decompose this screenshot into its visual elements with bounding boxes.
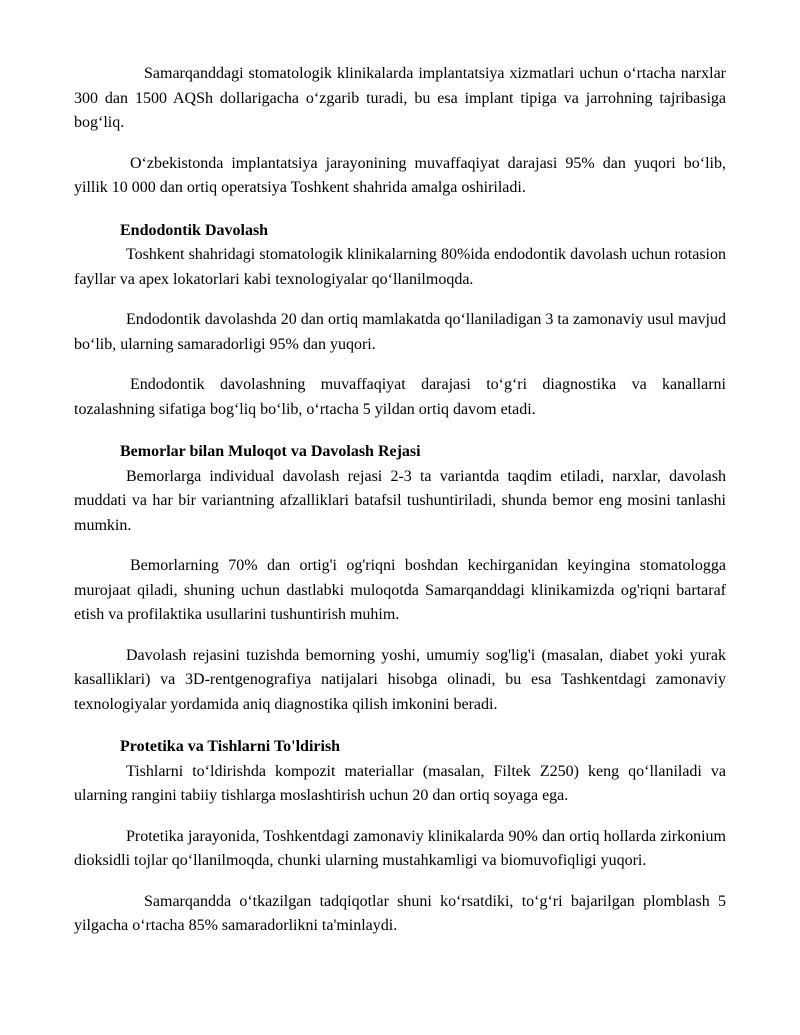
section-endodontik — [74, 243, 726, 422]
intro-paragraph-2: O‘zbekistonda implantatsiya jarayonining muvaffaqiyat darajasi 95% dan yuqori bo‘lib, yillik 10 000 dan ortiq operatsiya Toshkent shahrida amalga oshiriladi. — [74, 154, 726, 196]
section-protetika — [74, 760, 726, 939]
section-heading-endodontik: Endodontik Davolash — [120, 221, 269, 239]
section-heading-muloqot: Bemorlar bilan Muloqot va Davolash Rejasi — [120, 443, 421, 460]
section-muloqot — [74, 465, 726, 718]
paragraph: Bemorlarning 70% dan ortig'i og'riqni boshdan kechirganidan keyingina stomatologga murojaat qiladi, shuning uchun dastlabki muloqotda Samarqanddagi klinikamizda og'riqni bartaraf etish va profilaktika usullarini tushuntirish muhim. — [74, 557, 726, 623]
paragraph: Davolash rejasini tuzishda bemorning yoshi, umumiy sog'lig'i (masalan, diabet yoki yurak kasalliklari) va 3D-rentgenografiya natijalari hisobga olinadi, bu esa Tashkentdagi zamonaviy texnologiyalar yordamida aniq diagnostika qilish imkonini beradi. — [74, 646, 726, 713]
paragraph: Bemorlarga individual davolash rejasi 2-3 ta variantda taqdim etiladi, narxlar, davolash muddati va har bir variantning afzalliklari batafsil tushuntiriladi, shunda bemor eng mosini tanlashi mumkin. — [74, 467, 726, 534]
paragraph: Endodontik davolashda 20 dan ortiq mamlakatda qo‘llaniladigan 3 ta zamonaviy usul mavjud bo‘lib, ularning samaradorligi 95% dan yuqori. — [74, 311, 726, 353]
intro-paragraph-1: Samarqanddagi stomatologik klinikalarda implantatsiya xizmatlari uchun o‘rtacha narxlar 300 dan 1500 AQSh dollarigacha o‘zgarib turadi, bu esa implant tipiga va jarrohning tajribasiga bog‘liq. — [74, 65, 726, 131]
paragraph: Endodontik davolashning muvaffaqiyat darajasi to‘g‘ri diagnostika va kanallarni tozalashning sifatiga bog‘liq bo‘lib, o‘rtacha 5 yildan ortiq davom etadi. — [74, 376, 726, 418]
paragraph: Samarqandda o‘tkazilgan tadqiqotlar shuni ko‘rsatdiki, to‘g‘ri bajarilgan plomblash 5 yilgacha o‘rtacha 85% samaradorlikni ta'minlaydi. — [74, 892, 726, 934]
section-heading-protetika: Protetika va Tishlarni To'ldirish — [120, 738, 341, 755]
paragraph: Tishlarni to‘ldirishda kompozit materiallar (masalan, Filtek Z250) keng qo‘llaniladi va ularning rangini tabiiy tishlarga moslashtirish uchun 20 dan ortiq soyaga ega. — [74, 762, 726, 804]
paragraph: Toshkent shahridagi stomatologik klinikalarning 80%ida endodontik davolash uchun rotasion fayllar va apex lokatorlari kabi texnologiyalar qo‘llanilmoqda. — [74, 246, 726, 288]
document-page — [74, 62, 726, 939]
paragraph: Protetika jarayonida, Toshkentdagi zamonaviy klinikalarda 90% dan ortiq hollarda zirkonium dioksidli tojlar qo‘llanilmoqda, chunki ularning mustahkamligi va biomuvofiqligi yuqori. — [74, 827, 726, 869]
